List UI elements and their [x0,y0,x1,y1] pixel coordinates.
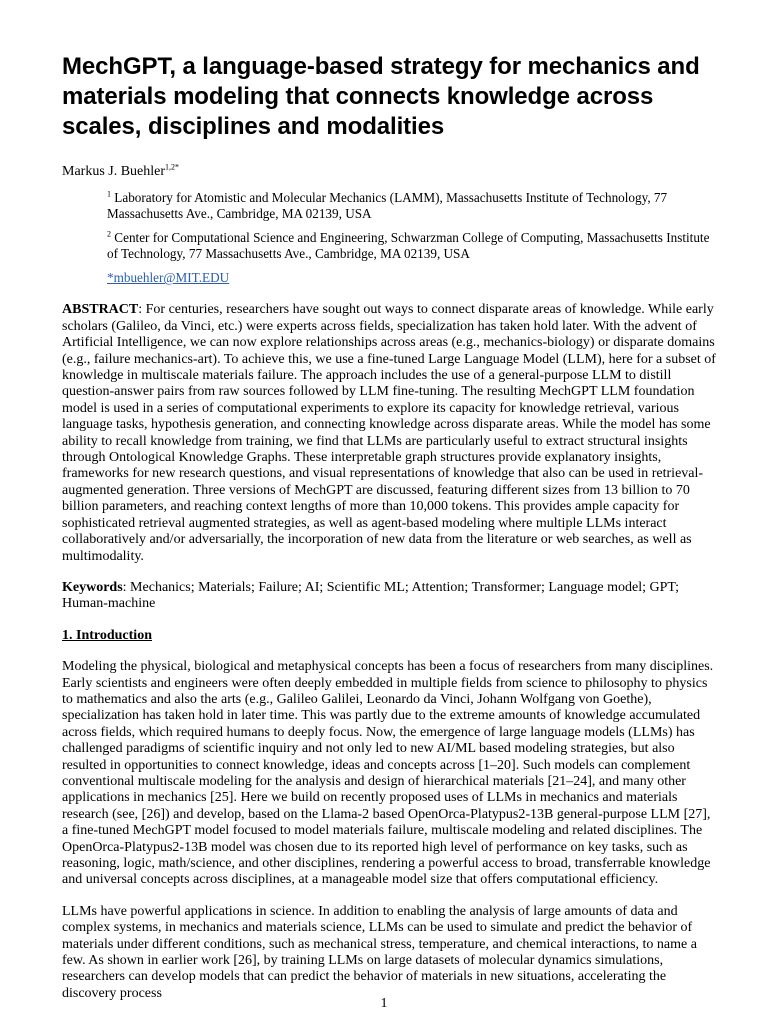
section-heading-introduction: 1. Introduction [62,627,152,643]
page-number: 1 [380,996,388,1011]
abstract [62,302,716,565]
affiliation-1-text: Laboratory for Atomistic and Molecular Mechanics (LAMM), Massachusetts Institute of Technology, 77 Massachusetts Ave., Cambridge, MA 02139, USA [107,190,668,222]
affiliation-2 [107,230,716,262]
abstract-text: : For centuries, researchers have sought out ways to connect disparate areas of knowledge. While early scholars (Galileo, da Vinci, etc.) were experts across fields, specialization has taken hold later. With the advent of Artificial Intelligence, we can now explore relationships across areas (e.g., mechanics-biology) or disparate domains (e.g., failure mechanics-art). To achieve this, we use a fine-tuned Large Language Model (LLM), here for a subset of knowledge in multiscale materials failure. The approach includes the use of a general-purpose LLM to distill question-answer pairs from raw sources followed by LLM fine-tuning. The resulting MechGPT LLM foundation model is used in a series of computational experiments to explore its capacity for knowledge retrieval, various language tasks, hypothesis generation, and connecting knowledge across disparate areas. While the model has some ability to recall knowledge from training, we find that LLMs are particularly useful to extract structural insights through Ontological Knowledge Graphs. These interpretable graph structures provide explanatory insights, frameworks for new research questions, and visual representations of knowledge that also can be used in retrieval-augmented generation. Three versions of MechGPT are discussed, featuring different sizes from 13 billion to 70 billion parameters, and reaching context lengths of more than 10,000 tokens. This provides ample capacity for sophisticated retrieval augmented strategies, as well as agent-based modeling where multiple LLMs interact collaboratively and/or adversarially, the incorporation of new data from the literature or web searches, as well as multimodality. [62,302,716,564]
affiliation-1-number: 1 [107,190,111,200]
author-affiliation-marks: 1,2* [165,162,180,172]
affiliation-1 [107,190,716,222]
affiliation-2-number: 2 [107,230,111,240]
keywords-text: : Mechanics; Materials; Failure; AI; Scientific ML; Attention; Transformer; Language model; GPT; Human-machine [62,579,680,612]
intro-paragraph-1: Modeling the physical, biological and metaphysical concepts has been a focus of researchers from many disciplines. Early scientists and engineers were often deeply embedded in multiple fields from science to philosophy to physics to mathematics and also the arts (e.g., Galileo Galilei, Leonardo da Vinci, Johann Wolfgang von Goethe), specialization has taken hold in later time. This was partly due to the extreme amounts of knowledge accumulated across fields, which required humans to deeply focus. Now, the emergence of large language models (LLMs) has challenged paradigms of scientific inquiry and not only led to new AI/ML based modeling strategies, but also resulted in opportunities to connect knowledge, ideas and concepts across [1–20]. Such models can complement conventional multiscale modeling for the analysis and design of hierarchical materials [21–24], and many other applications in mechanics [25]. Here we build on recently proposed uses of LLMs in mechanics and materials research (see, [26]) and develop, based on the Llama-2 based OpenOrca-Platypus2-13B general-purpose LLM [27], a fine-tuned MechGPT model focused to model materials failure, multiscale modeling and related disciplines. The OpenOrca-Platypus2-13B model was chosen due to its reported high level of performance on key tasks, such as reasoning, logic, math/science, and other disciplines, rendering a powerful access to broad, transferrable knowledge and universal concepts across disciplines, at a manageable model size that offers computational efficiency. [62,659,714,888]
keywords-label: Keywords [62,579,123,595]
author-line [62,164,716,180]
paper-page [62,52,716,1017]
affiliation-2-text: Center for Computational Science and Engineering, Schwarzman College of Computing, Massachusetts Institute of Technology, 77 Massachusetts Ave., Cambridge, MA 02139, USA [107,230,710,262]
intro-paragraph-2: LLMs have powerful applications in science. In addition to enabling the analysis of large amounts of data and complex systems, in mechanics and materials science, LLMs can be used to simulate and predict the behavior of materials under different conditions, such as mechanical stress, temperature, and chemical interactions, to name a few. As shown in earlier work [26], by training LLMs on large datasets of molecular dynamics simulations, researchers can develop models that can predict the behavior of materials in new situations, accelerating the discovery process [62,903,697,1001]
abstract-label: ABSTRACT [62,302,139,318]
email-link[interactable]: *mbuehler@MIT.EDU [107,270,230,286]
keywords [62,580,716,613]
email-line [107,270,716,286]
author-name: Markus J. Buehler [62,164,166,179]
paper-title: MechGPT, a language-based strategy for mechanics and materials modeling that connects knowledge across scales, disciplines and modalities [62,53,700,140]
